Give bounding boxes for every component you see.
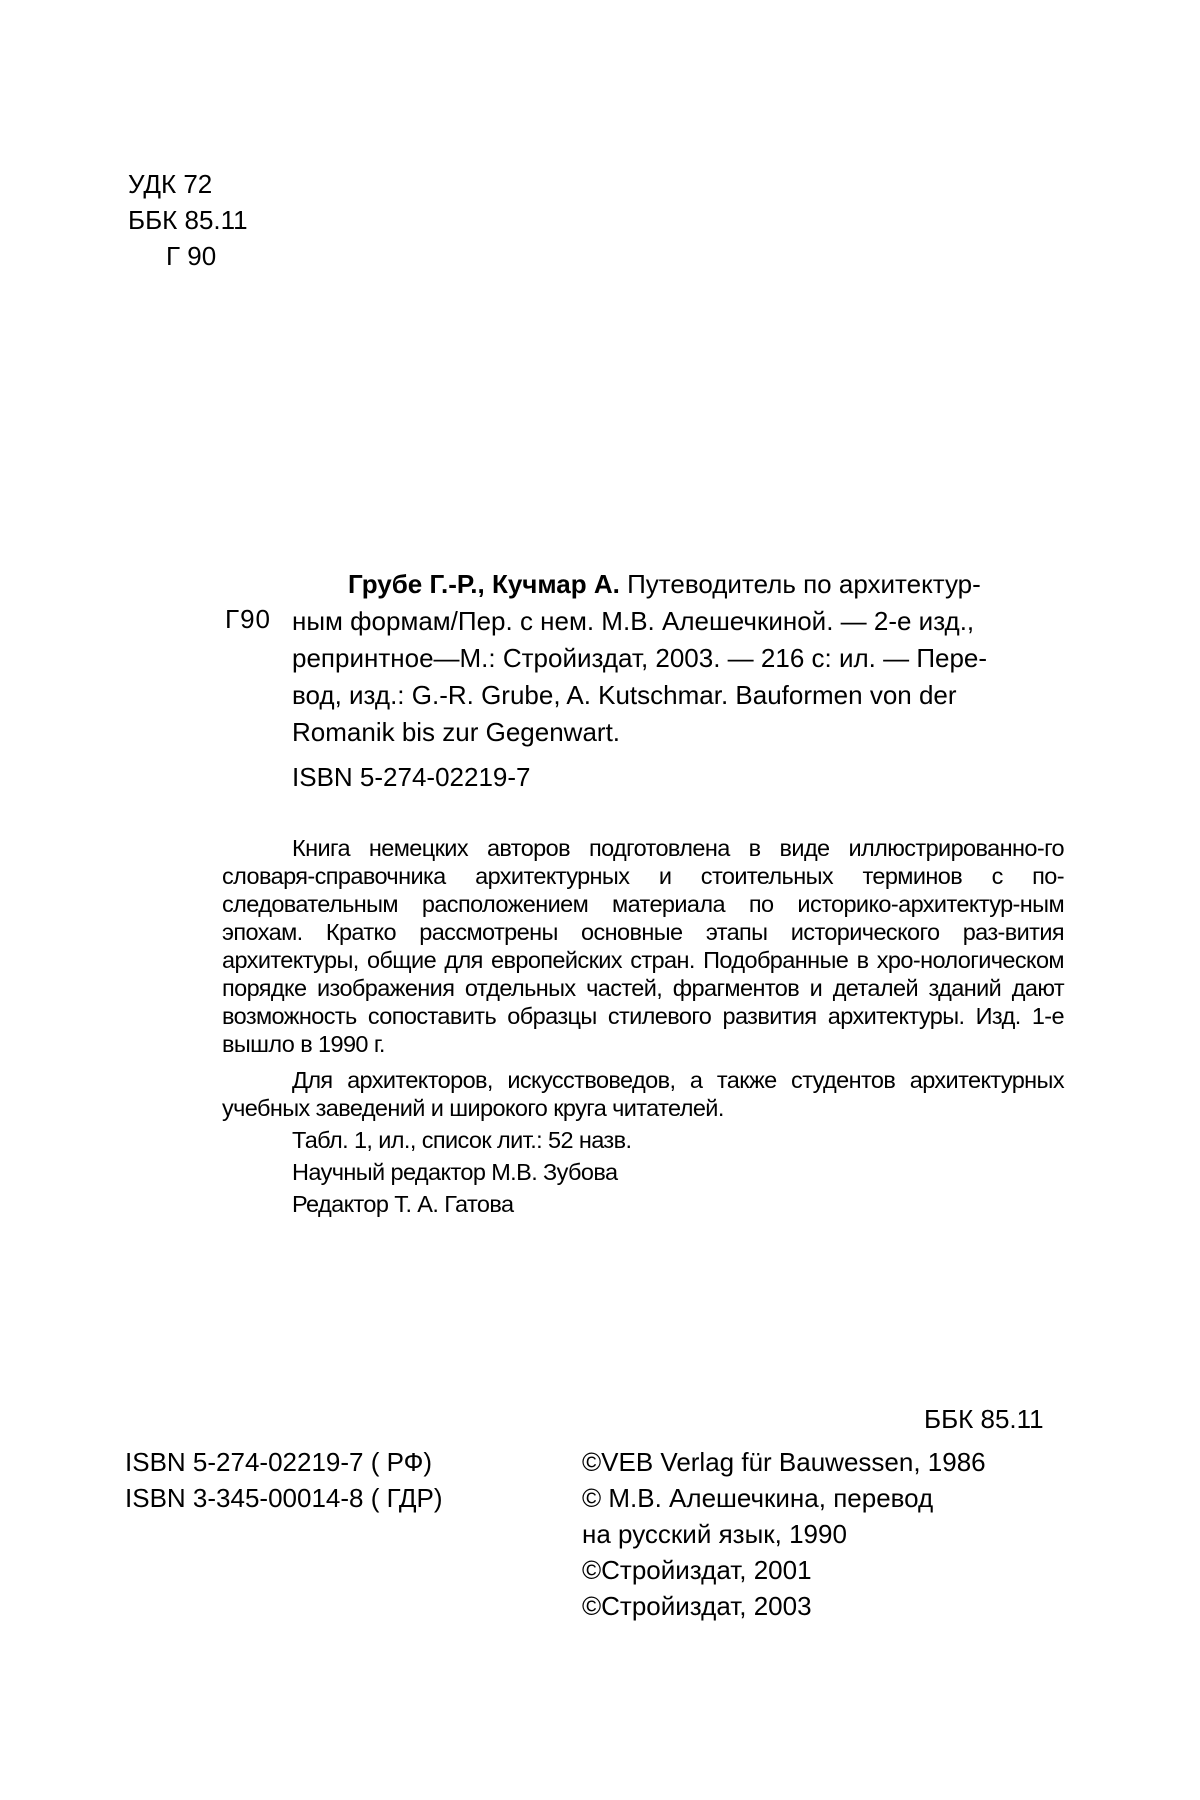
isbn-list <box>125 1444 443 1516</box>
isbn-rf: ISBN 5-274-02219-7 ( РФ) <box>125 1447 433 1477</box>
annotation <box>222 834 1064 1218</box>
bib-authors: Грубе Г.-Р., Кучмар А. <box>348 569 620 599</box>
bib-title-start: Путеводитель по архитектур- <box>619 569 981 599</box>
bib-line-5: Romanik bis zur Gegenwart. <box>292 717 621 747</box>
copyright-stroyizdat-2003: ©Стройиздат, 2003 <box>582 1591 812 1621</box>
copyright-block <box>582 1444 986 1624</box>
imprint-bbk: ББК 85.11 <box>924 1404 1044 1434</box>
scientific-editor: Научный редактор М.В. Зубова <box>292 1159 618 1185</box>
editor: Редактор Т. А. Гатова <box>292 1191 514 1217</box>
copyright-veb: ©VEB Verlag für Bauwessen, 1986 <box>582 1447 986 1477</box>
author-mark: Г 90 <box>166 241 217 271</box>
bib-line-3: репринтное—М.: Стройиздат, 2003. — 216 с: ил. — Пере- <box>292 643 988 673</box>
isbn-gdr: ISBN 3-345-00014-8 ( ГДР) <box>125 1483 443 1513</box>
copyright-translation-cont: на русский язык, 1990 <box>582 1519 847 1549</box>
tables-note: Табл. 1, ил., список лит.: 52 назв. <box>292 1127 632 1153</box>
copyright-translation: © М.В. Алешечкина, перевод <box>582 1483 934 1513</box>
author-mark-inline: Г90 <box>225 604 271 634</box>
bib-line-4: вод, изд.: G.-R. Grube, A. Kutschmar. Bauformen von der <box>292 680 957 710</box>
classification-block <box>128 166 248 274</box>
bbk-code: ББК 85.11 <box>128 205 248 235</box>
copyright-stroyizdat-2001: ©Стройиздат, 2001 <box>582 1555 812 1585</box>
bibliographic-record <box>292 566 1064 751</box>
annotation-paragraph-1: Книга немецких авторов подготовлена в виде иллюстрированно-го словаря-справочника архитектурных и стоительных терминов с по-следовательным расположением материала по историко-архитектур-ным эпохам. Кратко рассмотрены основные этапы исторического раз-вития архитектуры, общие для европейских стран. Подобранные в хро-нологическом порядке изображения отдельных частей, фрагментов и деталей зданий дают возможность сопоставить образцы стилевого развития архитектуры. Изд. 1-е вышло в 1990 г. <box>222 835 1064 1057</box>
bib-isbn: ISBN 5-274-02219-7 <box>292 762 531 792</box>
bib-line-2: ным формам/Пер. с нем. М.В. Алешечкиной. — 2-е изд., <box>292 606 975 636</box>
annotation-paragraph-2: Для архитекторов, искусствоведов, а также студентов архитектурных учебных заведений и широкого круга читателей. <box>222 1067 1064 1121</box>
udk-code: УДК 72 <box>128 169 213 199</box>
bib-line-1 <box>292 566 1064 603</box>
